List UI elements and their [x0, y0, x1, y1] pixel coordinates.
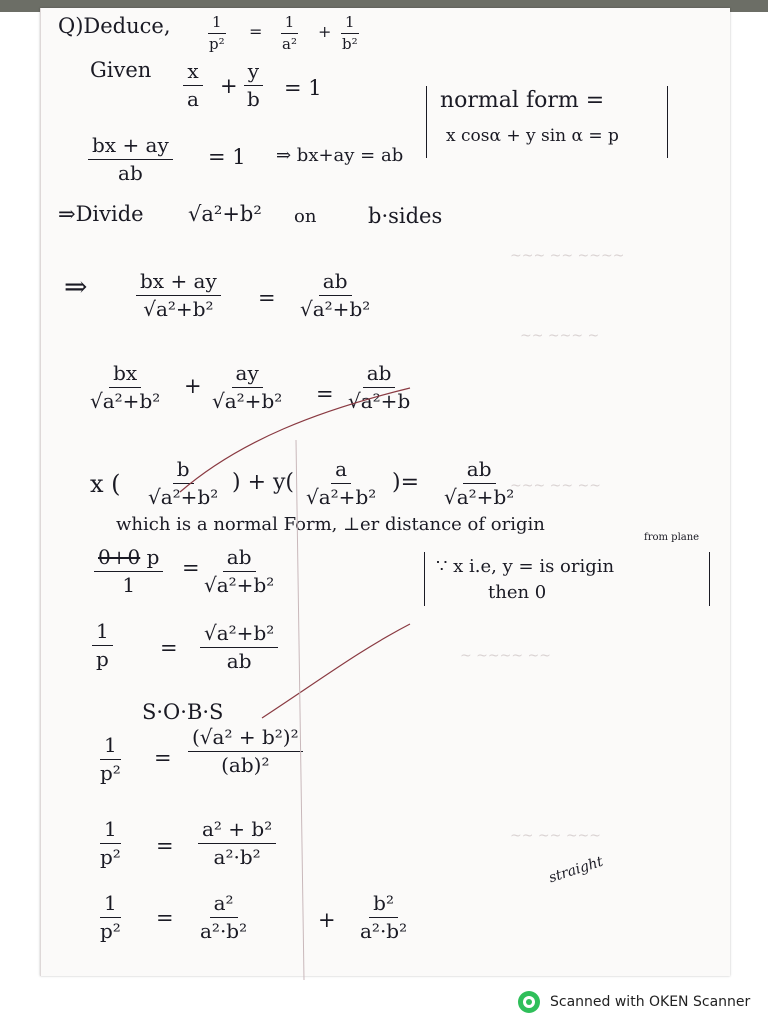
step4-x: x ( — [90, 470, 121, 498]
fraction-denominator: a² — [282, 35, 297, 54]
divide-on: on — [294, 206, 317, 227]
given-term2-fraction — [243, 60, 264, 111]
fraction-denominator: b² — [342, 35, 358, 54]
divide-radical: √a²+b² — [188, 202, 262, 226]
step4-close: )= — [392, 470, 420, 495]
fraction-numerator: a² — [210, 892, 238, 918]
divide-prefix: ⇒Divide — [58, 202, 144, 226]
equals-sign: = — [156, 906, 174, 930]
fraction-denominator: √a²+b² — [90, 389, 161, 413]
fraction-numerator: 1 — [341, 14, 359, 34]
fraction-numerator: bx — [109, 362, 141, 388]
margin-line — [40, 8, 41, 976]
from-plane-note: from plane — [644, 532, 700, 543]
step8-lhs-fraction — [96, 818, 125, 869]
fraction-numerator: y — [244, 60, 263, 86]
step6-lhs-fraction — [92, 620, 113, 671]
step9-term2-fraction — [356, 892, 411, 943]
step4-term2-fraction — [302, 458, 380, 509]
fraction-numerator: bx + ay — [136, 270, 221, 296]
given-label: Given — [90, 58, 152, 82]
fraction-denominator: a²·b² — [213, 845, 261, 869]
origin-note-line1: ∵ x i.e, y = is origin — [436, 556, 615, 577]
plus-sign: + — [220, 74, 238, 98]
fraction-numerator: ab — [363, 362, 396, 388]
fraction-denominator: p — [96, 647, 109, 671]
step6-rhs-fraction — [200, 622, 278, 673]
fraction-numerator: 1 — [208, 14, 226, 34]
fraction-denominator: √a²+b² — [204, 573, 275, 597]
equals-sign: = — [258, 286, 276, 310]
fraction-denominator: √a²+b² — [306, 485, 377, 509]
show-through-text: ~~~ ~~ ~~~~ — [510, 248, 625, 264]
fraction-denominator: b — [247, 87, 260, 111]
show-through-text: ~~~ ~~ ~~ — [510, 478, 602, 494]
step7-rhs-fraction — [188, 726, 303, 777]
fraction-numerator: ab — [319, 270, 352, 296]
plus-sign: + — [184, 374, 202, 398]
fraction-denominator: a²·b² — [360, 919, 408, 943]
fraction-denominator: √a²+b² — [212, 389, 283, 413]
fraction-numerator: b² — [369, 892, 398, 918]
step9-lhs-fraction — [96, 892, 125, 943]
deduce-term1-fraction — [278, 14, 301, 54]
fraction-numerator: ay — [232, 362, 263, 388]
equals-sign: = — [249, 22, 263, 41]
step4-mid: ) + y( — [232, 470, 295, 495]
deduce-lhs-fraction — [205, 14, 229, 54]
fraction-numerator: √a²+b² — [200, 622, 278, 648]
step3-term2-fraction — [208, 362, 286, 413]
step5-fraction — [94, 546, 163, 597]
scanner-label: Scanned with OKEN Scanner — [550, 994, 751, 1010]
normal-form-label: normal form = — [440, 88, 605, 113]
step7-lhs-fraction — [96, 734, 125, 785]
fraction-denominator: ab — [118, 161, 143, 185]
step3-term1-fraction — [86, 362, 164, 413]
given-rhs: = 1 — [284, 76, 322, 100]
normal-form-statement: which is a normal Form, ⊥er distance of origin — [116, 514, 545, 535]
fraction-numerator: 1 — [281, 14, 299, 34]
struck-text: 0+0 — [98, 545, 141, 569]
deduce-term2-fraction — [338, 14, 362, 54]
plus-sign: + — [318, 22, 332, 41]
fraction-denominator: (ab)² — [221, 753, 270, 777]
equals-sign: = — [182, 556, 200, 580]
equals-sign: = — [160, 636, 178, 660]
fraction-denominator: √a²+b² — [143, 297, 214, 321]
sobs-label: S·O·B·S — [142, 700, 224, 724]
step8-rhs-fraction — [198, 818, 276, 869]
step1-result: ⇒ bx+ay = ab — [276, 145, 404, 166]
plus-sign: + — [318, 908, 336, 932]
fraction-numerator: 1 — [100, 734, 121, 760]
show-through-text: ~~ ~~ ~~~ — [510, 828, 602, 844]
fraction-numerator: a — [331, 458, 351, 484]
fraction-denominator: √a²+b² — [300, 297, 371, 321]
step4-term1-fraction — [144, 458, 222, 509]
step5-rhs-fraction — [200, 546, 278, 597]
fraction-numerator: 1 — [92, 620, 113, 646]
fraction-numerator — [94, 546, 163, 572]
step2-rhs-fraction — [296, 270, 374, 321]
fraction-numerator: x — [183, 60, 202, 86]
fraction-denominator: a²·b² — [200, 919, 248, 943]
fraction-denominator: √a²+b² — [444, 485, 515, 509]
step3-rhs-fraction — [344, 362, 414, 413]
step9-term1-fraction — [196, 892, 251, 943]
fraction-numerator: bx + ay — [88, 134, 173, 160]
equals-sign: = — [154, 746, 172, 770]
fraction-numerator: 1 — [100, 818, 121, 844]
fraction-denominator: p² — [100, 761, 121, 785]
fraction-numerator: 1 — [100, 892, 121, 918]
step4-rhs-fraction — [440, 458, 518, 509]
fraction-numerator: ab — [463, 458, 496, 484]
oken-scanner-logo-icon — [518, 991, 540, 1013]
implies-arrow: ⇒ — [64, 270, 88, 303]
equals-sign: = — [156, 834, 174, 858]
scanner-footer — [518, 988, 750, 1016]
fraction-numerator: ab — [223, 546, 256, 572]
fraction-denominator: a — [187, 87, 199, 111]
fraction-denominator: p² — [209, 35, 225, 54]
normal-form-equation: x cosα + y sin α = p — [446, 126, 619, 146]
fraction-denominator: p² — [100, 919, 121, 943]
equals-sign: = — [316, 382, 334, 406]
step1-fraction — [88, 134, 173, 185]
step2-lhs-fraction — [136, 270, 221, 321]
step1-rhs: = 1 — [208, 145, 246, 169]
fraction-denominator: √a²+b² — [148, 485, 219, 509]
show-through-text: ~~ ~~~ ~ — [520, 328, 600, 344]
show-through-text: ~ ~~~~ ~~ — [460, 648, 552, 664]
fraction-denominator: p² — [100, 845, 121, 869]
given-term1-fraction — [183, 60, 203, 111]
origin-note-line2: then 0 — [488, 582, 547, 603]
fraction-denominator: 1 — [122, 573, 136, 597]
fraction-numerator: b — [173, 458, 194, 484]
p-symbol: p — [146, 545, 160, 569]
straight-note: straight — [546, 853, 606, 887]
fraction-denominator: ab — [226, 649, 252, 673]
fraction-numerator: a² + b² — [198, 818, 276, 844]
question-title: Q)Deduce, — [58, 14, 171, 38]
fraction-numerator: (√a² + b²)² — [188, 726, 303, 752]
fraction-denominator: √a²+b — [348, 389, 411, 413]
divide-sides: b·sides — [368, 204, 443, 228]
